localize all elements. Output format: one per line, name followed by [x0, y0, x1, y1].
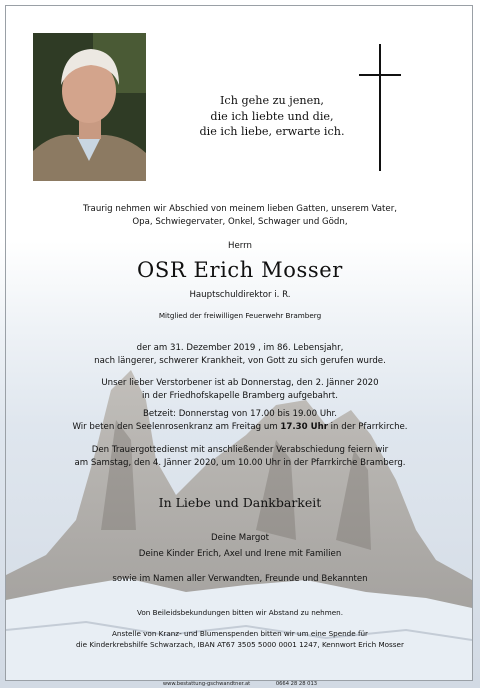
laid-out-line: Unser lieber Verstorbener ist ab Donnerstag, den 2. Jänner 2020 [101, 378, 379, 388]
poem-line: Ich gehe zu jenen, [220, 94, 324, 107]
deceased-title: Hauptschuldirektor i. R. [189, 290, 291, 300]
prayer-time: Betzeit: Donnerstag von 17.00 bis 19.00 Uhr. [142, 409, 338, 419]
mourner-line: Deine Kinder Erich, Axel und Irene mit Familien [138, 549, 342, 559]
poem-line: die ich liebe, erwarte ich. [199, 125, 345, 138]
poem [190, 93, 354, 140]
intro-line: Opa, Schwiegervater, Onkel, Schwager und Gödn, [132, 217, 348, 227]
mourner-line: sowie im Namen aller Verwandten, Freunde und Bekannten [112, 574, 368, 584]
death-line: der am 31. Dezember 2019 , im 86. Lebensjahr, [136, 343, 344, 353]
rosary-time: 17.30 Uhr [280, 422, 328, 432]
funeral-line: am Samstag, den 4. Jänner 2020, um 10.00 Uhr in der Pfarrkirche Bramberg. [74, 458, 406, 468]
donation-line: Anstelle von Kranz- und Blumenspenden bitten wir um eine Spende für [112, 629, 368, 638]
portrait-photo [33, 33, 146, 181]
funeral-line: Den Trauergottedienst mit anschließender Verabschiedung feiern wir [91, 445, 389, 455]
donation-line: die Kinderkrebshilfe Schwarzach, IBAN AT67 3505 5000 0001 1247, Kennwort Erich Mosser [76, 640, 404, 649]
salutation: Herrn [228, 241, 252, 251]
mourner-line: Deine Margot [211, 533, 269, 543]
cross-icon [359, 44, 401, 171]
footer-website: www.bestattung-gschwandtner.at [162, 681, 251, 687]
intro-line: Traurig nehmen wir Abschied von meinem lieben Gatten, unserem Vater, [83, 204, 397, 214]
condolence-note: Von Beileidsbekundungen bitten wir Abstand zu nehmen. [136, 608, 344, 617]
death-line: nach längerer, schwerer Krankheit, von Gott zu sich gerufen wurde. [94, 356, 386, 366]
rosary-line: Wir beten den Seelenrosenkranz am Freitag um 17.30 Uhr in der Pfarrkirche. [72, 422, 408, 432]
footer-phone: 0664 28 28 013 [275, 681, 318, 687]
poem-line: die ich liebte und die, [210, 109, 334, 123]
deceased-name: OSR Erich Mosser [137, 258, 343, 282]
love-heading: In Liebe und Dankbarkeit [158, 495, 322, 510]
footer [0, 681, 480, 687]
laid-out-line: in der Friedhofskapelle Bramberg aufgebahrt. [141, 391, 339, 401]
membership: Mitglied der freiwilligen Feuerwehr Bramberg [158, 311, 322, 320]
